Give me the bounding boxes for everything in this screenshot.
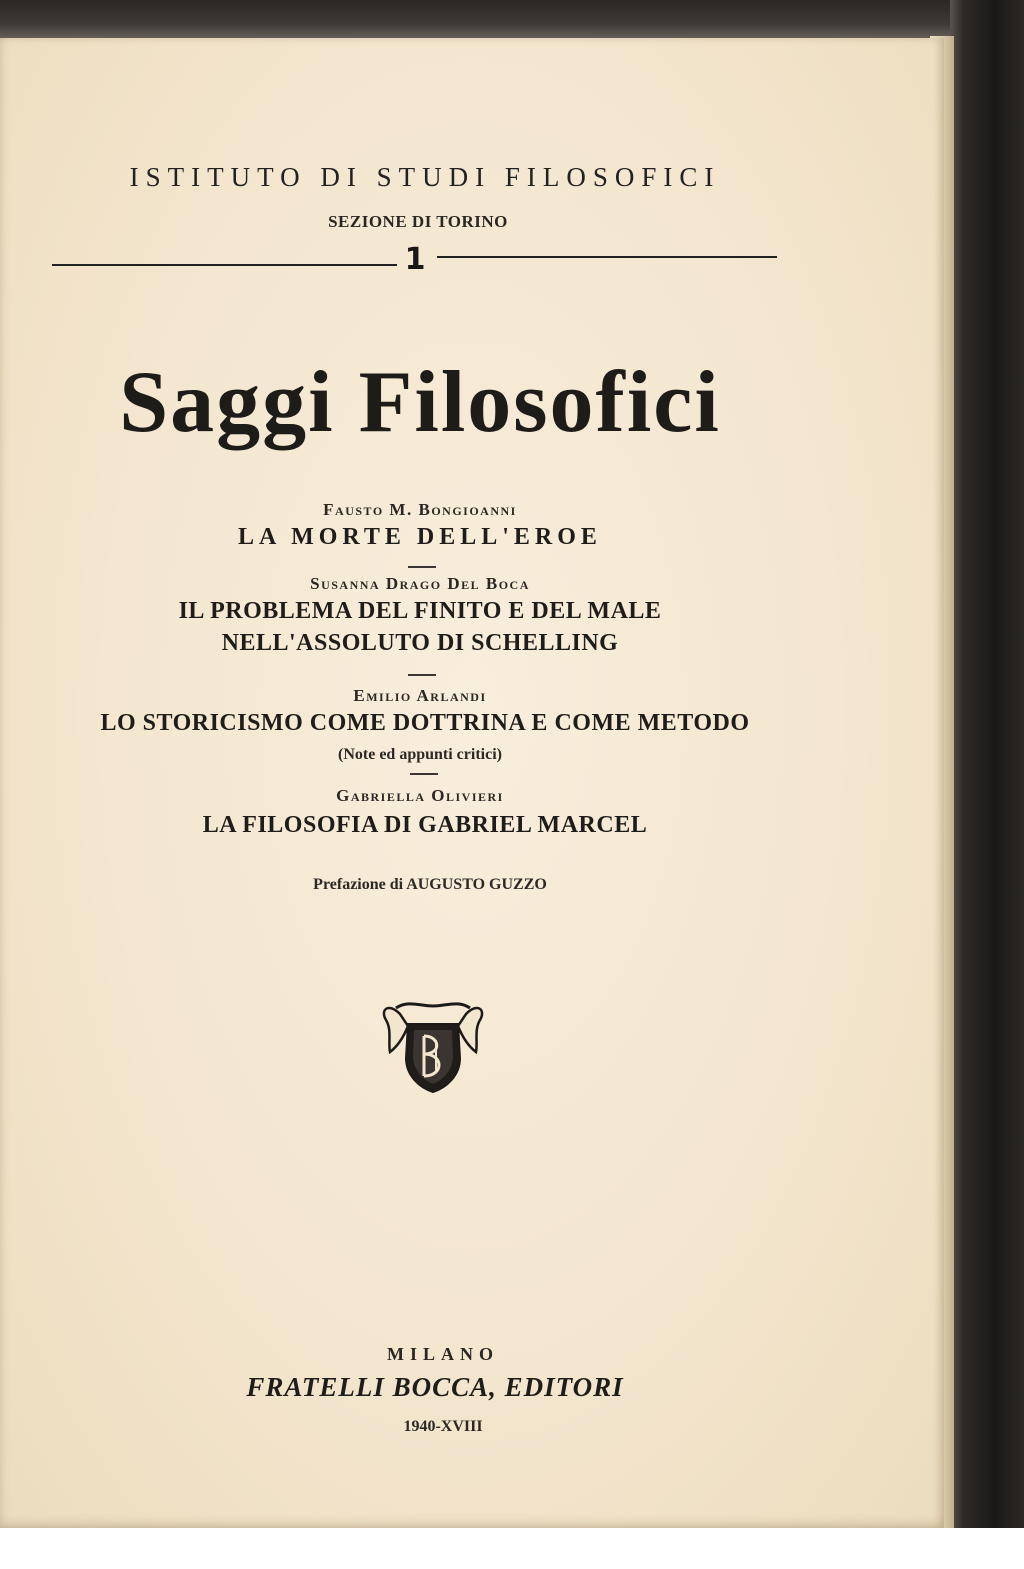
imprint-city: MILANO — [387, 1344, 499, 1364]
series-number: 1 — [404, 242, 426, 277]
preface-credit: Prefazione di AUGUSTO GUZZO — [313, 876, 547, 893]
essay-title: LO STORICISMO COME DOTTRINA E COME METODO — [100, 710, 750, 736]
scan-bottom-margin — [0, 1528, 1024, 1569]
institute-name: ISTITUTO DI STUDI FILOSOFICI — [129, 162, 721, 192]
essay-title-line: IL PROBLEMA DEL FINITO E DEL MALE — [178, 598, 662, 624]
book-title: Saggi Filosofici — [119, 354, 721, 451]
publisher-emblem-icon — [378, 996, 488, 1096]
essay-title: LA FILOSOFIA DI GABRIEL MARCEL — [202, 812, 648, 838]
separator-dash — [408, 566, 436, 568]
book-spine — [950, 0, 1024, 1569]
essay-author: Emilio Arlandi — [353, 686, 487, 705]
shield-emblem-icon — [378, 996, 488, 1096]
separator-dash — [410, 773, 438, 775]
essay-author: Gabriella Olivieri — [336, 786, 504, 805]
header-rule-left — [52, 264, 397, 266]
separator-dash — [408, 674, 436, 676]
header-rule-right — [437, 256, 777, 258]
title-page — [0, 38, 944, 1530]
essay-note: (Note ed appunti critici) — [338, 746, 502, 763]
essay-author: Fausto M. Bongioanni — [323, 500, 517, 519]
imprint-year: 1940-XVIII — [403, 1418, 483, 1435]
essay-author: Susanna Drago Del Boca — [310, 574, 530, 593]
essay-title: LA MORTE DELL'EROE — [238, 524, 602, 550]
essay-title-line: NELL'ASSOLUTO DI SCHELLING — [221, 630, 619, 656]
section-name: SEZIONE DI TORINO — [328, 212, 508, 231]
imprint-publisher: FRATELLI BOCCA, EDITORI — [246, 1372, 624, 1402]
scan-top-edge — [0, 0, 1024, 40]
